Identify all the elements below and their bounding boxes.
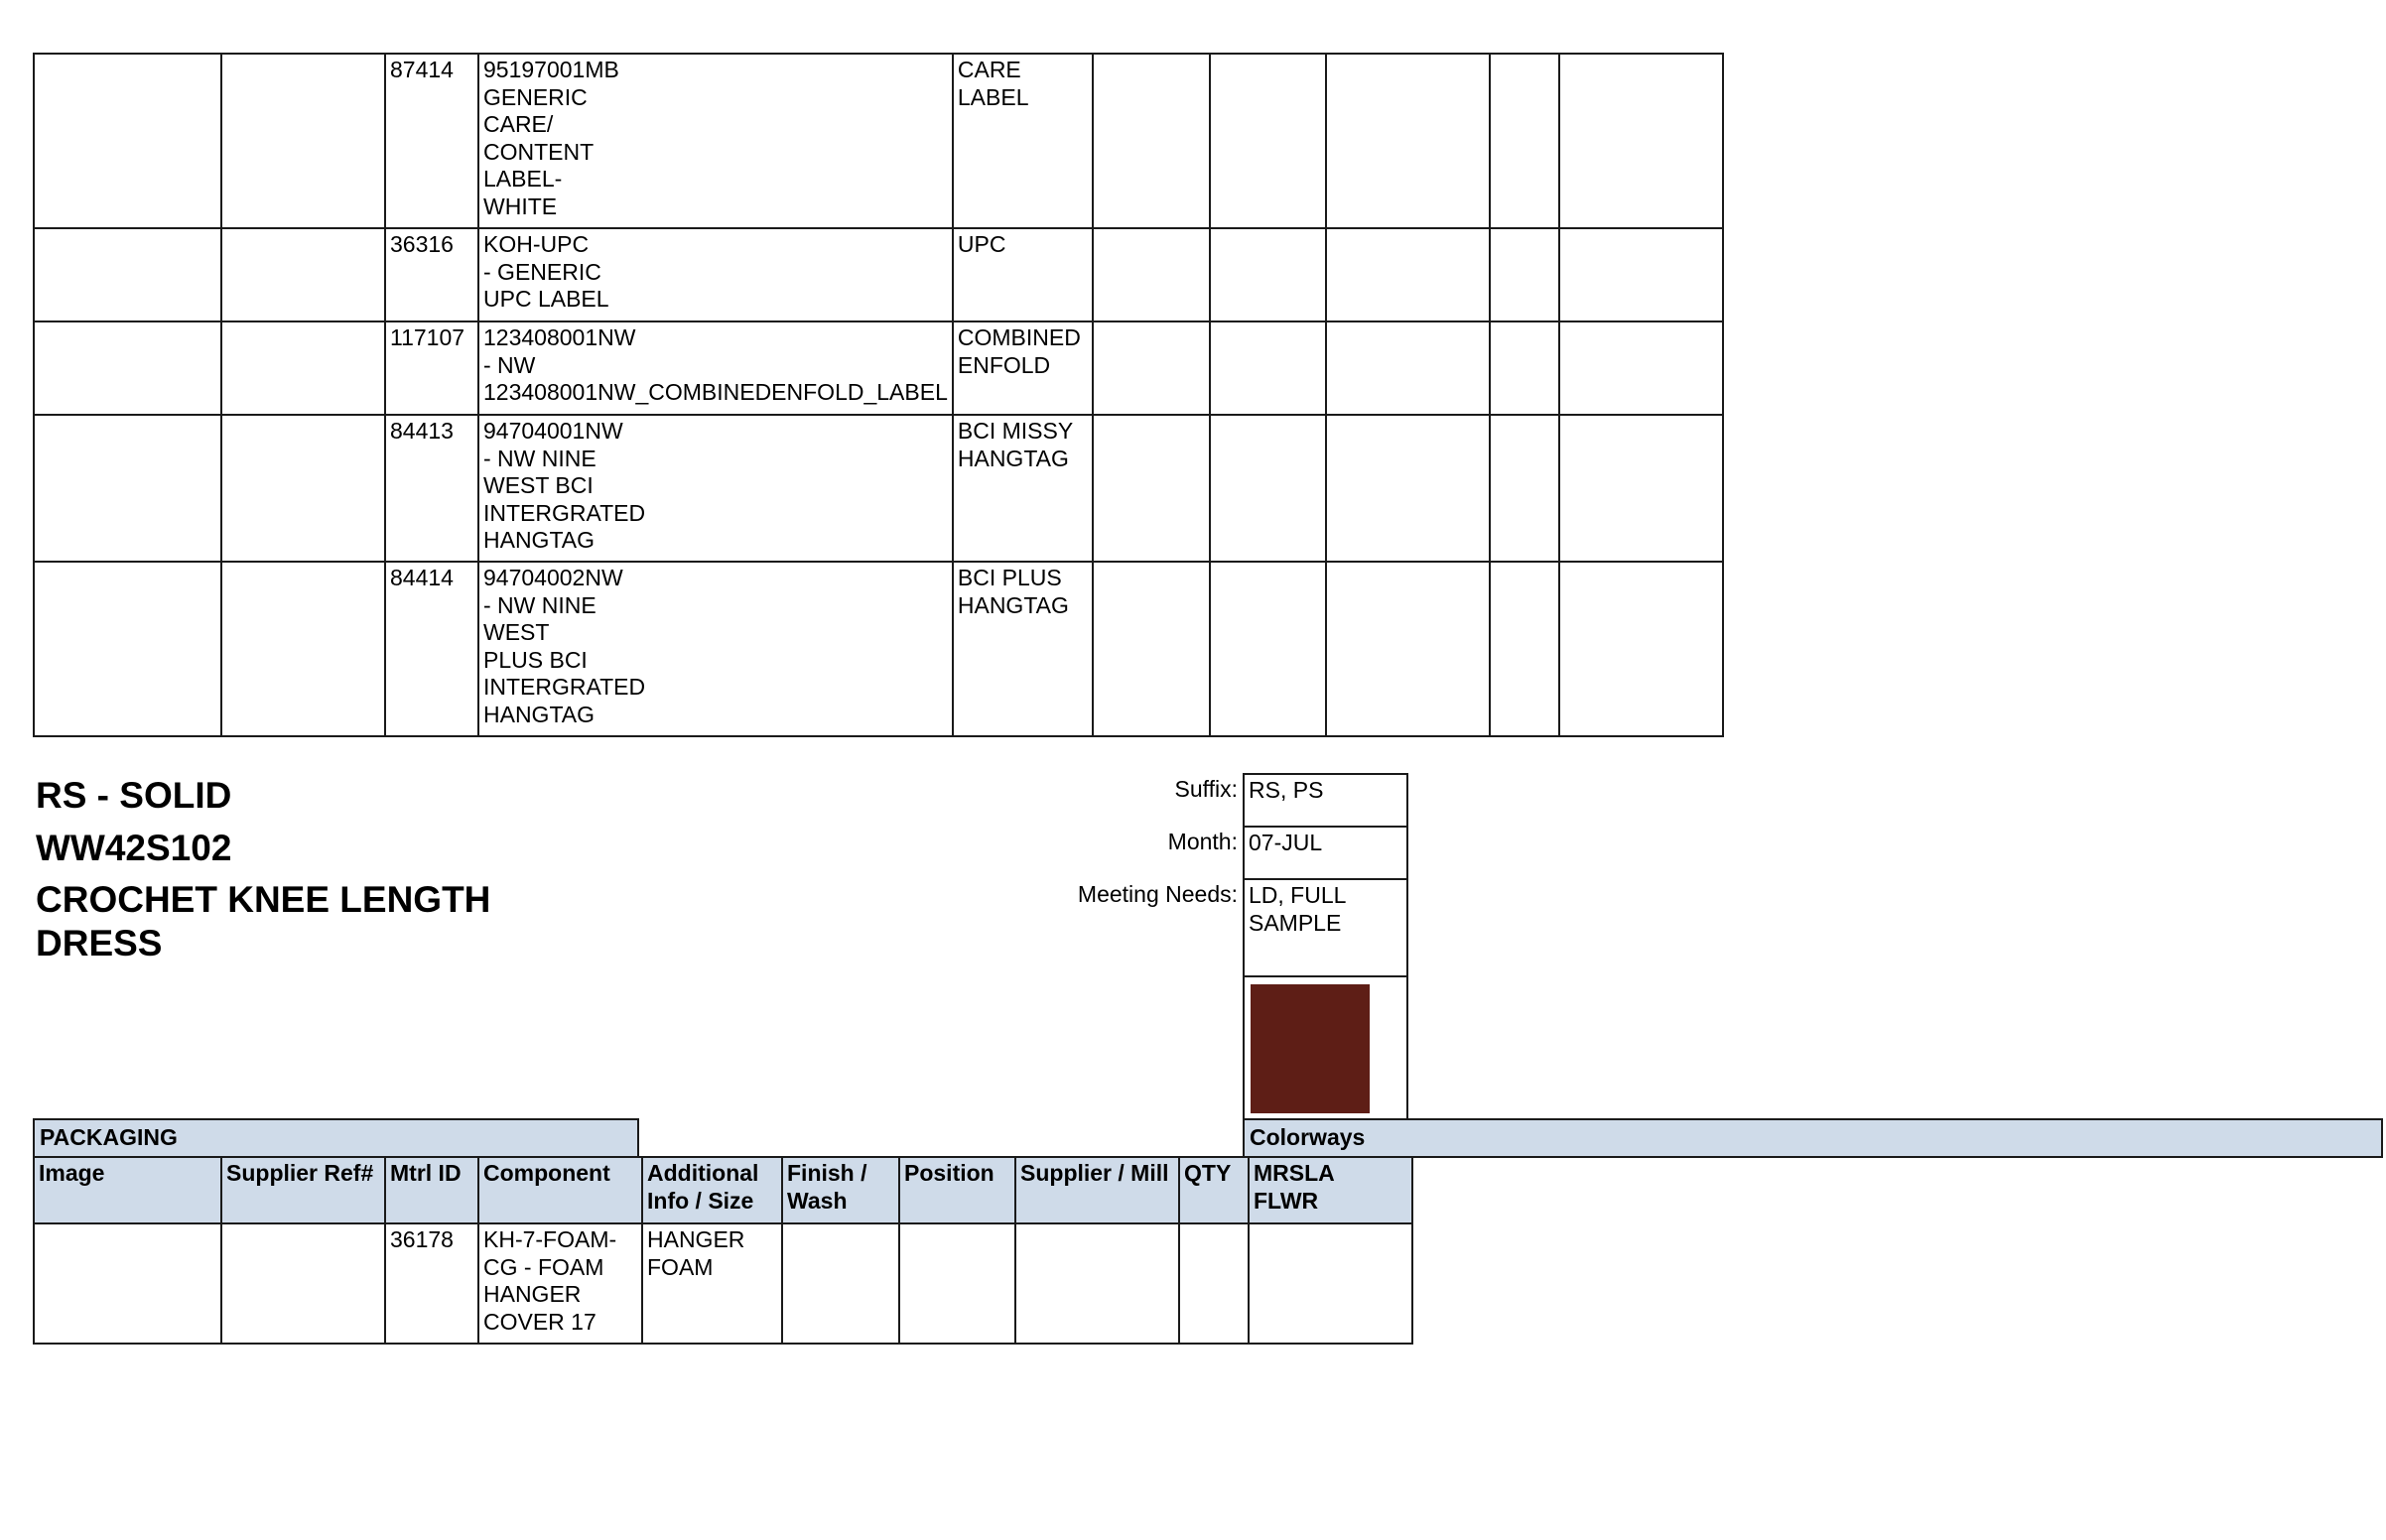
additional-info-text: CARE LABEL xyxy=(957,57,1029,110)
mtrl-id-cell xyxy=(385,54,478,228)
col-header-position: Position xyxy=(899,1157,1015,1223)
meta-table xyxy=(1243,773,1408,977)
mtrl-id-text: 84414 xyxy=(390,565,454,590)
col-header-colorway: MRSLA FLWR xyxy=(1249,1157,1412,1223)
image-cell xyxy=(34,562,221,736)
table-row xyxy=(34,321,1723,415)
component-text: 123408001NW - NW 123408001NW_COMBINEDENFOLD_LABEL xyxy=(483,324,948,405)
col-header-mtrl-id: Mtrl ID xyxy=(385,1157,478,1223)
col-header-finish-wash: Finish / Wash xyxy=(782,1157,899,1223)
additional-info-text: COMBINED ENFOLD xyxy=(957,324,1081,378)
colorway-cell xyxy=(1249,1223,1412,1344)
supplier-mill-cell xyxy=(1326,321,1490,415)
qty-cell xyxy=(1490,321,1559,415)
col-header-image: Image xyxy=(34,1157,221,1223)
col-header-additional-info: Additional Info / Size xyxy=(642,1157,782,1223)
supplier-mill-cell xyxy=(1326,415,1490,562)
mtrl-id-text: 84413 xyxy=(390,418,454,444)
colorways-section-header: Colorways xyxy=(1243,1118,2383,1158)
packaging-table xyxy=(33,1156,1413,1345)
style-number: WW42S102 xyxy=(36,828,232,868)
colorway-swatch xyxy=(1251,984,1370,1113)
col-header-component: Component xyxy=(478,1157,642,1223)
table-row xyxy=(34,415,1723,562)
component-text: KH-7-FOAM- CG - FOAM HANGER COVER 17 xyxy=(483,1226,617,1335)
image-cell xyxy=(34,1223,221,1344)
supplier-ref-cell xyxy=(221,562,385,736)
position-cell xyxy=(899,1223,1015,1344)
month-label: Month: xyxy=(1167,829,1238,854)
image-cell xyxy=(34,54,221,228)
position-cell xyxy=(1210,228,1326,321)
finish-cell xyxy=(1093,54,1210,228)
component-text: 94704002NW - NW NINE WEST PLUS BCI INTERGRATED HANGTAG xyxy=(483,565,646,727)
mtrl-id-text: 36178 xyxy=(390,1226,454,1252)
additional-info-cell xyxy=(953,415,1093,562)
colorway-cell xyxy=(1559,228,1723,321)
finish-cell xyxy=(1093,321,1210,415)
additional-info-text: BCI MISSY HANGTAG xyxy=(957,418,1074,471)
mtrl-id-text: 87414 xyxy=(390,57,454,82)
style-description: CROCHET KNEE LENGTH DRESS xyxy=(36,879,491,963)
additional-info-cell xyxy=(953,321,1093,415)
component-cell xyxy=(478,228,953,321)
additional-info-text: HANGER FOAM xyxy=(647,1226,745,1280)
component-text: KOH-UPC - GENERIC UPC LABEL xyxy=(483,231,609,312)
finish-cell xyxy=(1093,228,1210,321)
qty-cell xyxy=(1179,1223,1249,1344)
table-row xyxy=(34,562,1723,736)
supplier-ref-cell xyxy=(221,321,385,415)
additional-info-text: UPC xyxy=(957,231,1006,257)
colorway-cell xyxy=(1559,321,1723,415)
finish-cell xyxy=(1093,415,1210,562)
mtrl-id-cell xyxy=(385,321,478,415)
col-header-qty: QTY xyxy=(1179,1157,1249,1223)
col-header-supplier-mill: Supplier / Mill xyxy=(1015,1157,1179,1223)
position-cell xyxy=(1210,321,1326,415)
meeting-needs-label: Meeting Needs: xyxy=(1077,881,1238,907)
colorway-cell xyxy=(1559,54,1723,228)
table-row xyxy=(34,1223,1412,1344)
mtrl-id-cell xyxy=(385,228,478,321)
supplier-mill-cell xyxy=(1015,1223,1179,1344)
colorway-cell xyxy=(1559,562,1723,736)
supplier-ref-cell xyxy=(221,415,385,562)
mtrl-id-cell xyxy=(385,562,478,736)
finish-cell xyxy=(1093,562,1210,736)
additional-info-cell xyxy=(953,562,1093,736)
supplier-ref-cell xyxy=(221,228,385,321)
table-row xyxy=(34,228,1723,321)
suffix-label: Suffix: xyxy=(1174,776,1238,802)
mtrl-id-text: 117107 xyxy=(390,324,465,350)
position-cell xyxy=(1210,415,1326,562)
supplier-ref-cell xyxy=(221,1223,385,1344)
supplier-mill-cell xyxy=(1326,54,1490,228)
qty-cell xyxy=(1490,54,1559,228)
component-cell xyxy=(478,1223,642,1344)
month-value-text: 07-JUL xyxy=(1249,830,1323,855)
component-text: 94704001NW - NW NINE WEST BCI INTERGRATED HANGTAG xyxy=(483,418,646,553)
component-cell xyxy=(478,415,953,562)
additional-info-cell xyxy=(642,1223,782,1344)
meeting-needs-value-text: LD, FULL SAMPLE xyxy=(1249,882,1347,936)
qty-cell xyxy=(1490,562,1559,736)
qty-cell xyxy=(1490,228,1559,321)
image-cell xyxy=(34,228,221,321)
mtrl-id-cell xyxy=(385,415,478,562)
component-cell xyxy=(478,54,953,228)
colorway-swatch-box xyxy=(1243,976,1408,1119)
component-cell xyxy=(478,321,953,415)
packaging-section-header: PACKAGING xyxy=(33,1118,639,1158)
supplier-ref-cell xyxy=(221,54,385,228)
bom-continuation-table xyxy=(33,53,1724,737)
finish-cell xyxy=(782,1223,899,1344)
month-value xyxy=(1244,827,1407,879)
style-name: RS - SOLID xyxy=(36,775,232,816)
image-cell xyxy=(34,415,221,562)
position-cell xyxy=(1210,54,1326,228)
additional-info-text: BCI PLUS HANGTAG xyxy=(957,565,1069,618)
colorway-cell xyxy=(1559,415,1723,562)
mtrl-id-text: 36316 xyxy=(390,231,454,257)
position-cell xyxy=(1210,562,1326,736)
additional-info-cell xyxy=(953,54,1093,228)
table-row xyxy=(34,54,1723,228)
col-header-supplier-ref: Supplier Ref# xyxy=(221,1157,385,1223)
supplier-mill-cell xyxy=(1326,228,1490,321)
component-text: 95197001MB GENERIC CARE/ CONTENT LABEL- WHITE xyxy=(483,57,619,219)
suffix-value xyxy=(1244,774,1407,827)
image-cell xyxy=(34,321,221,415)
additional-info-cell xyxy=(953,228,1093,321)
component-cell xyxy=(478,562,953,736)
suffix-value-text: RS, PS xyxy=(1249,777,1324,803)
mtrl-id-cell xyxy=(385,1223,478,1344)
table-header-row xyxy=(34,1157,1412,1223)
meeting-needs-value xyxy=(1244,879,1407,976)
supplier-mill-cell xyxy=(1326,562,1490,736)
qty-cell xyxy=(1490,415,1559,562)
